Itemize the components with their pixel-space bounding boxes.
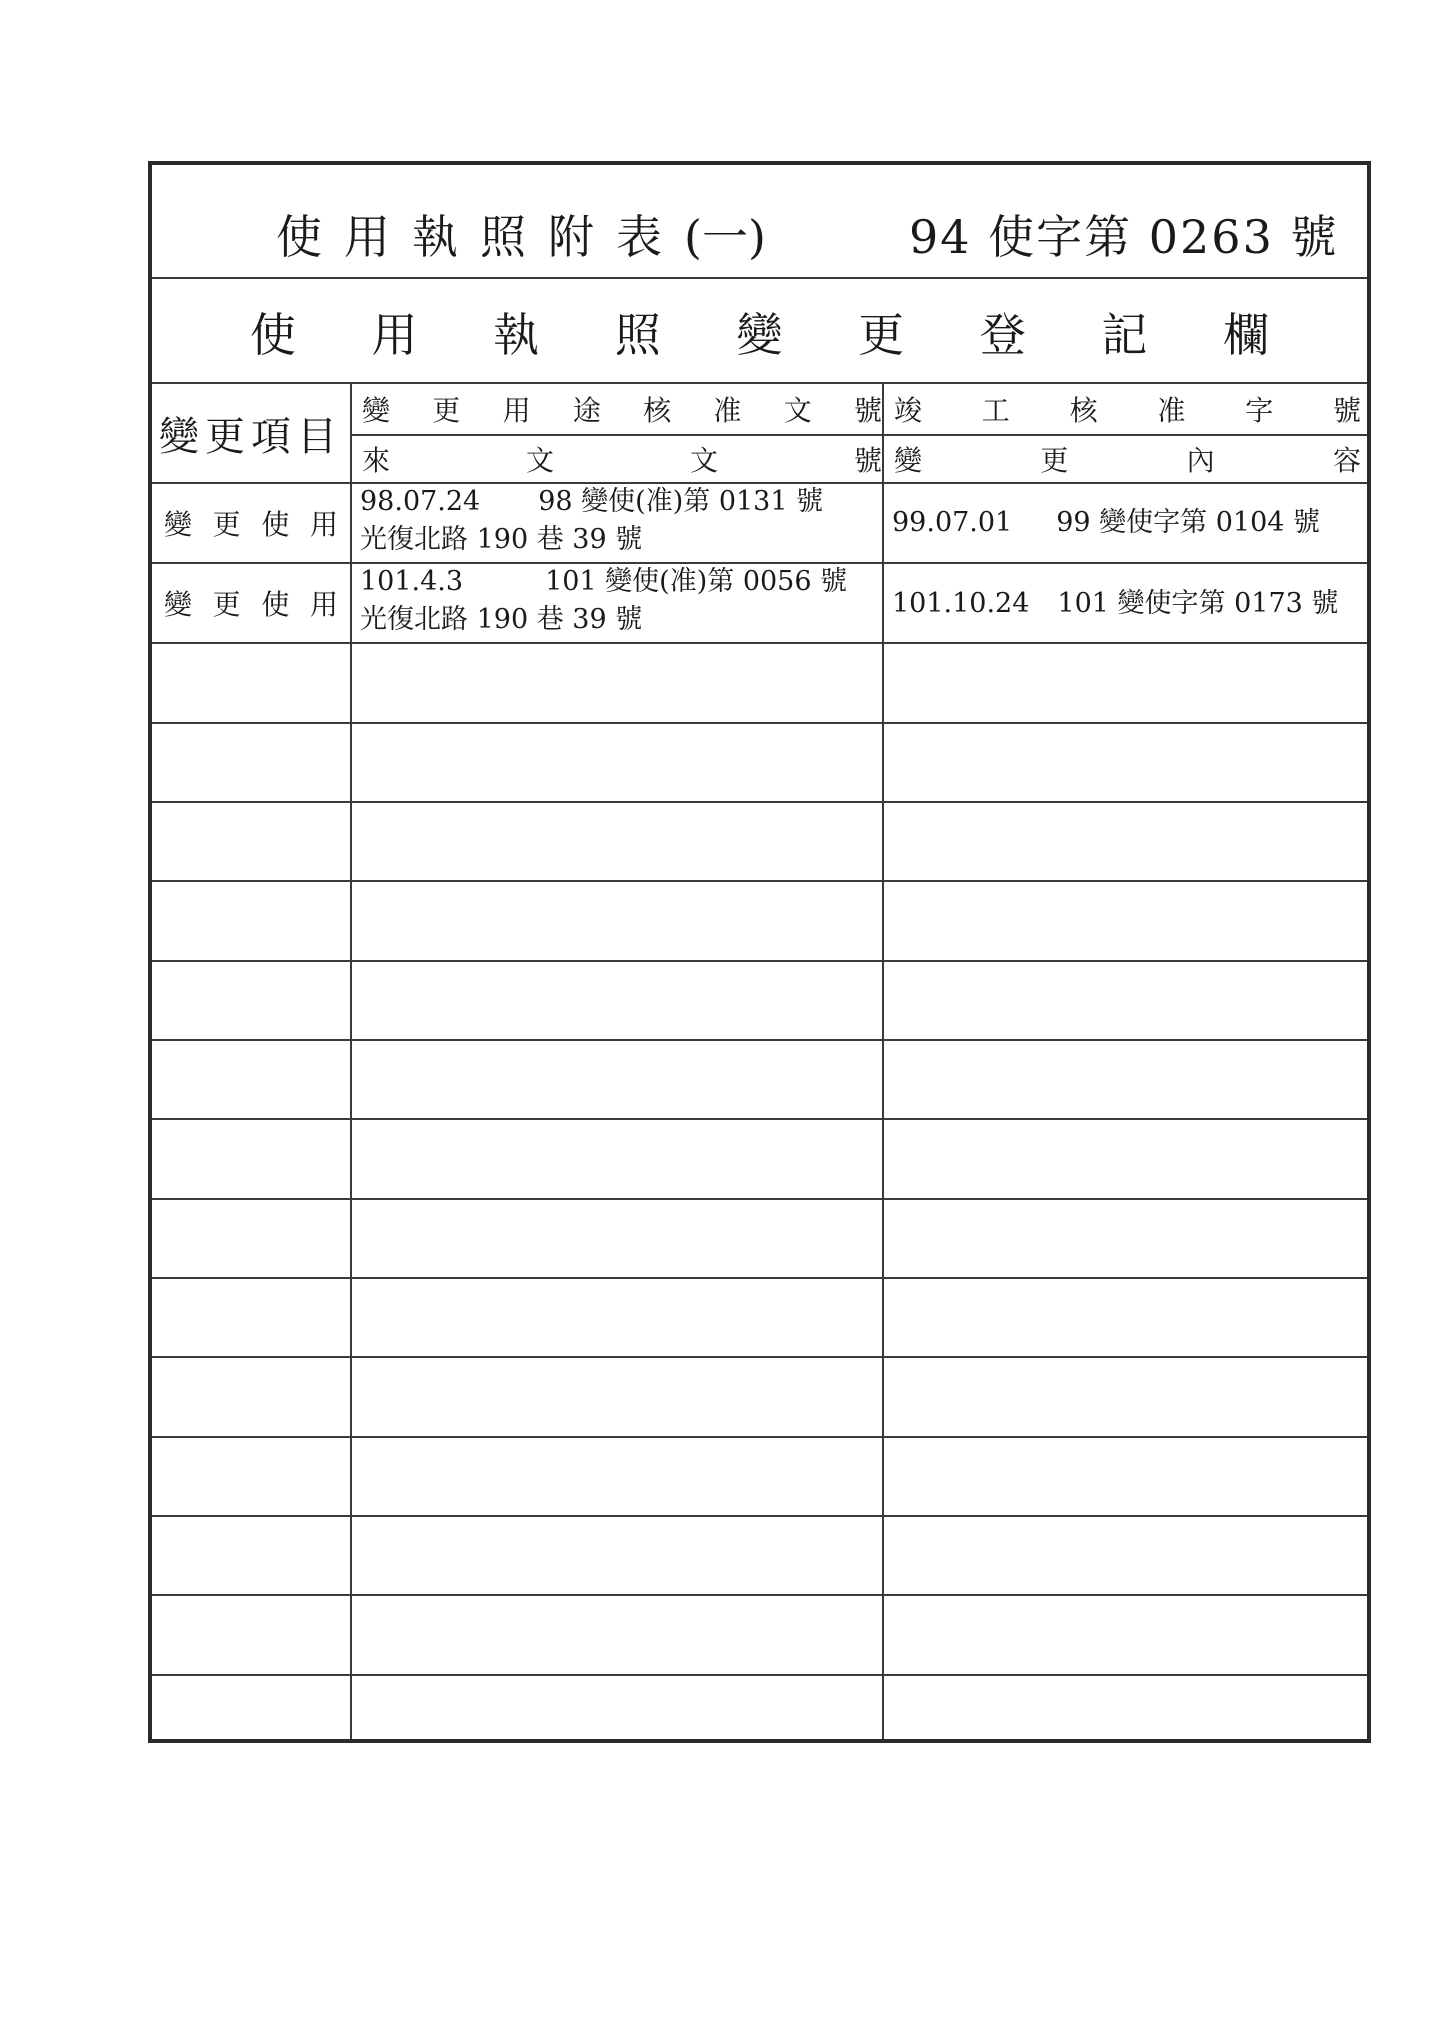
- column-line: [882, 382, 884, 1739]
- header-char: 容: [1332, 444, 1361, 477]
- row1-item: [152, 484, 350, 562]
- document-number: 94 使字第 0263 號: [909, 210, 1339, 264]
- header-char: 竣: [894, 394, 923, 427]
- header-char: 號: [1332, 394, 1361, 427]
- divider: [152, 642, 1367, 644]
- divider: [350, 434, 1367, 436]
- section-title-char: 更: [858, 307, 905, 362]
- row2-approval: 101 變使(准)第 0056 號: [545, 566, 848, 597]
- header-char: 變: [362, 394, 391, 427]
- row2-completion-cell: [892, 585, 1338, 623]
- header-char: 途: [572, 394, 601, 427]
- section-title-char: 執: [493, 307, 540, 362]
- row2-completion-date: 101.10.24: [892, 588, 1030, 619]
- section-title-char: 變: [736, 307, 783, 362]
- row1-completion-cell: [892, 504, 1320, 542]
- header-char: 核: [643, 394, 672, 427]
- header-col2-top: [894, 384, 1361, 434]
- document-title: [276, 201, 766, 267]
- row2-item: [152, 564, 350, 642]
- empty-row-line: [152, 1436, 1367, 1438]
- title-char: 照: [480, 210, 548, 264]
- row1-date: 98.07.24: [360, 486, 481, 517]
- item-char: 使: [261, 588, 290, 621]
- column-line: [350, 382, 352, 1739]
- empty-row-line: [152, 1118, 1367, 1120]
- title-char: 附: [548, 210, 616, 264]
- header-char: 號: [853, 394, 882, 427]
- header-char: 工: [981, 394, 1010, 427]
- header-col1-top: [362, 384, 882, 434]
- section-title-char: 欄: [1223, 307, 1270, 362]
- item-char: 更: [212, 588, 241, 621]
- item-char: 變: [164, 508, 193, 541]
- title-char: (一): [684, 210, 766, 264]
- section-title-char: 登: [979, 307, 1026, 362]
- header-col2-bottom: [894, 436, 1361, 482]
- header-char: 文: [525, 444, 554, 477]
- item-char: 更: [212, 508, 241, 541]
- item-char: 用: [309, 588, 338, 621]
- empty-row-line: [152, 1515, 1367, 1517]
- item-char: 變: [164, 588, 193, 621]
- empty-row-line: [152, 880, 1367, 882]
- header-char: 准: [1157, 394, 1186, 427]
- title-char: 表: [616, 210, 684, 264]
- section-title-char: 照: [614, 307, 661, 362]
- title-char: 執: [412, 210, 480, 264]
- header-char: 號: [853, 444, 882, 477]
- header-char: 用: [502, 394, 531, 427]
- empty-row-line: [152, 1594, 1367, 1596]
- registration-form: [148, 161, 1371, 1743]
- item-char: 用: [309, 508, 338, 541]
- header-char: 來: [362, 444, 391, 477]
- row1-completion-no: 99 變使字第 0104 號: [1056, 507, 1321, 538]
- empty-row-line: [152, 1356, 1367, 1358]
- header-char: 更: [1040, 444, 1069, 477]
- empty-row-line: [152, 1039, 1367, 1041]
- row1-approval: 98 變使(准)第 0131 號: [538, 486, 824, 517]
- row2-address: 光復北路 190 巷 39 號: [360, 604, 643, 635]
- row1-approval-cell: [360, 483, 823, 559]
- row2-approval-cell: [360, 563, 847, 639]
- empty-row-line: [152, 1198, 1367, 1200]
- header-char: 文: [783, 394, 812, 427]
- empty-row-line: [152, 960, 1367, 962]
- empty-row-line: [152, 722, 1367, 724]
- section-title: [152, 279, 1367, 384]
- title-char: 使: [276, 210, 344, 264]
- header-char: 更: [432, 394, 461, 427]
- header-char: 文: [689, 444, 718, 477]
- section-title-char: 用: [371, 307, 418, 362]
- row2-date: 101.4.3: [360, 566, 464, 597]
- section-title-char: 記: [1101, 307, 1148, 362]
- row1-address: 光復北路 190 巷 39 號: [360, 524, 643, 555]
- header-char: 准: [713, 394, 742, 427]
- header-char: 核: [1069, 394, 1098, 427]
- item-char: 使: [261, 508, 290, 541]
- header-char: 變: [894, 444, 923, 477]
- row2-completion-no: 101 變使字第 0173 號: [1057, 588, 1339, 619]
- row1-completion-date: 99.07.01: [892, 507, 1013, 538]
- header-char: 字: [1245, 394, 1274, 427]
- header-char: 內: [1186, 444, 1215, 477]
- header-change-item: 變更項目: [159, 413, 343, 460]
- title-char: 用: [344, 210, 412, 264]
- header-col1-bottom: [362, 436, 882, 482]
- empty-row-line: [152, 1674, 1367, 1676]
- empty-row-line: [152, 1277, 1367, 1279]
- empty-row-line: [152, 801, 1367, 803]
- section-title-char: 使: [249, 307, 296, 362]
